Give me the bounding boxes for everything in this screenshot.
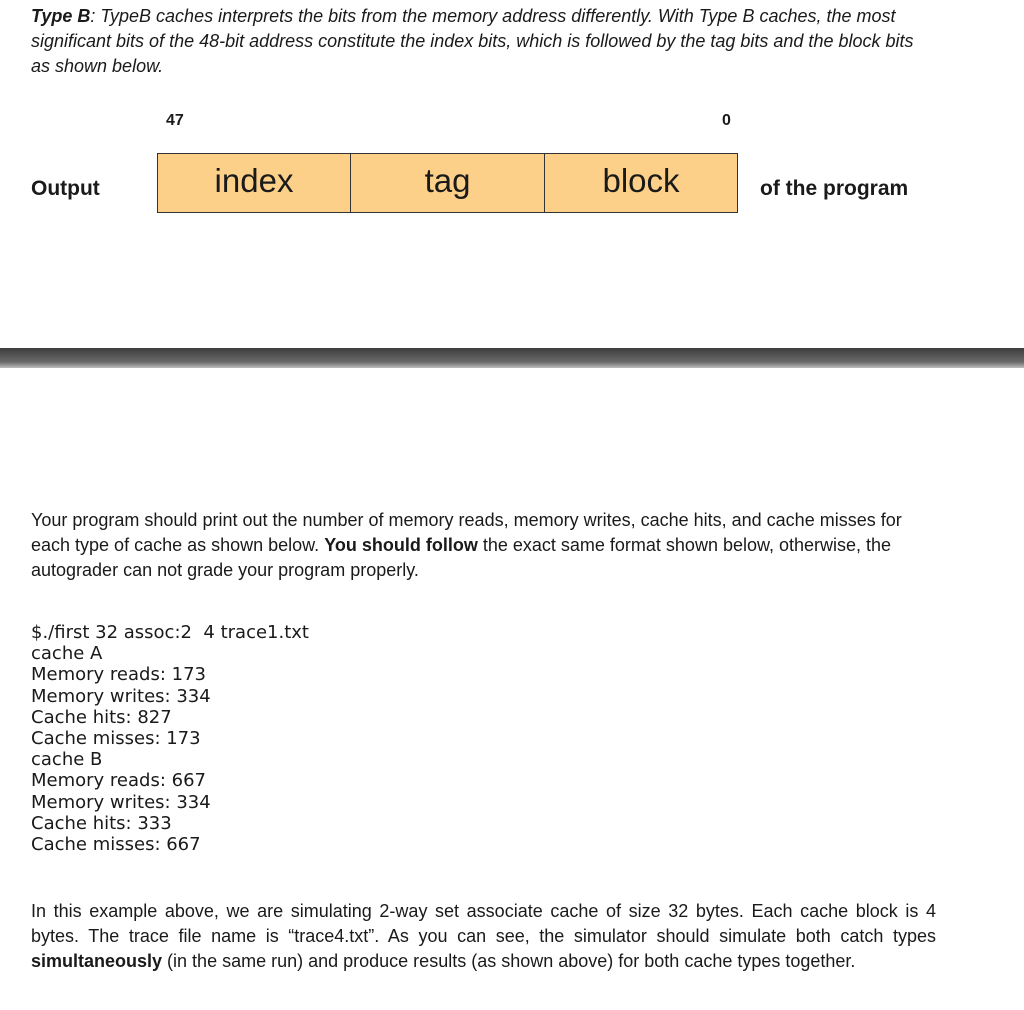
description-paragraph [31,508,936,583]
code-line: Memory writes: 334 [31,685,211,707]
code-line: $./first 32 assoc:2 4 trace1.txt [31,622,309,643]
closing-emphasis: simultaneously [31,951,163,971]
code-line: Memory reads: 667 [31,770,206,792]
code-line: Cache misses: 173 [31,728,201,750]
description-emphasis: You should follow [324,535,478,555]
output-label: Output [31,177,100,200]
code-line: Cache hits: 333 [31,812,172,834]
code-line: cache A [31,643,103,665]
intro-type-label: Type B [31,6,91,26]
code-output-block [31,622,309,855]
closing-text-start: In this example above, we are simulating 2-way set associate cache of size 32 bytes. Each cache block is 4 bytes. The trace file name is “trace4.txt”. As you can see, the simulator should simulate both catch types [31,901,936,946]
closing-paragraph [31,899,936,974]
description-text-end: the exact same format shown below, otherwise, the autograder can not grade your program properly. [31,535,892,580]
field-block: block [544,153,738,213]
bit-msb-label: 47 [166,112,184,129]
field-tag: tag [350,153,545,213]
code-line: Cache hits: 827 [31,706,172,728]
code-line: Cache misses: 667 [31,834,201,856]
field-index: index [157,153,351,213]
closing-text-end: (in the same run) and produce results (as shown above) for both cache types together. [162,951,856,971]
of-the-program-label: of the program [760,177,909,200]
intro-paragraph [31,4,936,79]
description-text-start: Your program should print out the number of memory reads, memory writes, cache hits, and cache misses for each type of cache as shown below. [31,510,902,555]
page-divider [0,348,1024,368]
code-line: Memory writes: 334 [31,791,211,813]
code-line: Memory reads: 173 [31,664,206,686]
intro-colon: : [90,6,96,26]
code-line: cache B [31,749,103,771]
bit-lsb-label: 0 [722,112,731,129]
intro-text: TypeB caches interprets the bits from the memory address differently. With Type B caches, the most significant bits of the 48-bit address constitute the index bits, which is followed by the tag bits and the block bits as shown below. [31,6,914,76]
